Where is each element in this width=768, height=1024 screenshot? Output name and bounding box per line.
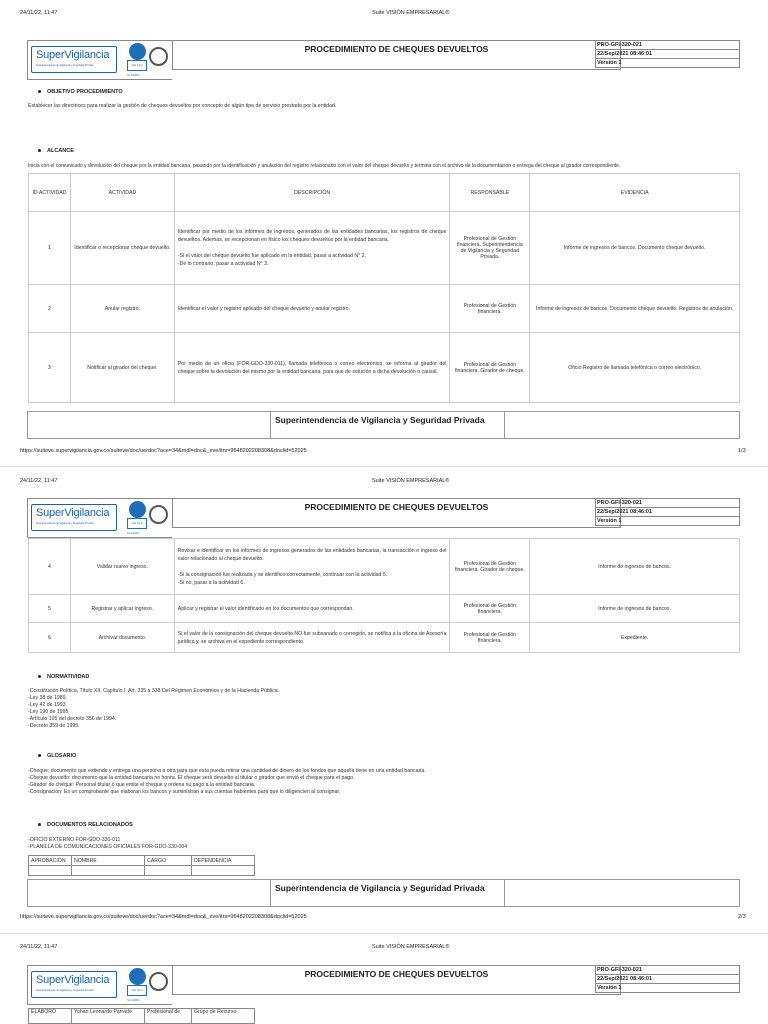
print-suite-title: Suite VISIÓN EMPRESARIAL® <box>372 944 450 950</box>
objetivo-heading: OBJETIVO PROCEDIMIENTO <box>38 89 123 95</box>
col-header-responsable: RESPONSABLE <box>450 174 530 212</box>
iso-seal-icon <box>149 505 168 524</box>
table-row: 1 Identificar o recepcionar cheque devuelto. Identificar por medio de los informes de ingresos, generados de las entidades bancarias, los registros de cheque devueltos. Además, se recepcionan en físico los cheques devueltos por la entidad bancaria. -Si el valor del cheque devuelto fue aplicado en la entidad, pasar a actividad N° 2. -De lo contrario, pasar a actividad N° 3. Profesional de Gestión financiera. Superintendencia de Vigilancia y Seguridad Privada. Informe de ingresos de bancos. Documento cheque devuelto. <box>29 212 740 285</box>
objetivo-text: Establecer las directrices para realizar la gestión de cheques devueltos por concepto de algún tipo de servicio prestado por la entidad. <box>28 103 337 109</box>
col-header-id: ID ACTIVIDAD <box>29 174 71 212</box>
iso-seal-icon <box>149 972 168 991</box>
document-title: PROCEDIMIENTO DE CHEQUES DEVUELTOS <box>172 965 621 995</box>
document-header: SuperVigilancia Superintendencia de Vigilancia y Seguridad Privada Del azul SC-CER00 PROCEDIMIENTO DE CHEQUES DEVUELTOS PRO-GFI-320-021 22/Sep/2021 08:46:01 Versión 1 <box>27 965 740 1005</box>
footer-title: Superintendencia de Vigilancia y Seguridad Privada <box>275 883 485 893</box>
footer-box <box>27 879 740 907</box>
page-number: 2/3 <box>738 914 746 920</box>
document-header: SuperVigilancia Superintendencia de Vigilancia y Seguridad Privada Del azul SC-CER00 PROCEDIMIENTO DE CHEQUES DEVUELTOS PRO-GFI-320-021 22/Sep/2021 08:46:01 Versión 1 <box>27 498 740 538</box>
activities-table <box>28 173 740 403</box>
iso-label: SC-CER00 <box>127 74 140 77</box>
supervigilancia-logo: SuperVigilancia Superintendencia de Vigilancia y Seguridad Privada <box>31 971 117 998</box>
certification-badge-icon <box>129 968 146 985</box>
badge-label: Del azul <box>127 60 147 71</box>
documentos-list: -OFICIO EXTERNO FOR-GDO-330-011 -PLANILLA DE COMUNICACIONES OFICIALES FOR-GDO-330-004 <box>28 837 188 850</box>
document-date: 22/Sep/2021 08:46:01 <box>595 49 740 58</box>
document-version: Versión 1 <box>595 58 740 68</box>
print-suite-title: Suite VISIÓN EMPRESARIAL® <box>372 10 450 16</box>
glosario-list: -Cheque: documento que extiende y entrega una persona a otra para que esta pueda retirar una cantidad de dinero de los fondos que aquella tiene en una entidad bancaria. -Cheque devuelto: documento que la entidad bancaria no honra. El cheque será devuelto al titular o girador que envió el cheque para el pago. -Girador de cheque: Personal titular o que emite el cheque y ordena su pago a la entidad bancaria. -Consignación: Es un comprobante que elaboran los bancos y suministran a sus cuentas habientes para que lo diligencien al consignar. <box>28 768 426 795</box>
document-title: PROCEDIMIENTO DE CHEQUES DEVUELTOS <box>172 498 621 528</box>
table-row: 4 Validar nuevo ingreso. Revisar e identificar en los informes de ingresos generados de las entidades bancarias, la transacción e ingreso del valor relacionado al cheque devuelto. -Si la consignación fue realizada y se identifico correctamente, continuar con la actividad 5. -Si no, pasar a la actividad 6. Profesional de Gestión financiera. Girador de cheque. Informe de ingresos de bancos. <box>29 539 740 595</box>
table-row: 5 Registrar y aplicar ingreso. Aplicar y registrar el valor identificado en los documentos que correspondan. Profesional de Gestión financiera. Informe de ingresos de bancos. <box>29 595 740 623</box>
normatividad-heading: NORMATIVIDAD <box>38 674 89 680</box>
supervigilancia-logo: SuperVigilancia Superintendencia de Vigilancia y Seguridad Privada <box>31 504 117 531</box>
col-header-descripcion: DESCRIPCIÓN <box>174 174 450 212</box>
table-row: 3 Notificar al girador del cheque. Por medio de un oficio (FOR-GDO-330-011), llamada telefónica o correo electrónico, se informa al girador del cheque sobre la devolución del mismo por la entidad bancaria, para que de solución a dicha devolución o causal. Profesional de Gestión financiera. Girador de cheque. Oficio Registro de llamada telefónica o correo electrónico. <box>29 333 740 403</box>
alcance-heading: ALCANCE <box>38 148 74 154</box>
print-url: https://suiteve.supervigilancia.gov.co/suiteve/doc/uerdoc?ace=34&mdl=doc&_eve/itrs=9648202208308&doclid=52025 <box>20 914 307 920</box>
approval-table: APROBACIÓN NOMBRE CARGO DEPENDENCIA <box>28 855 255 876</box>
supervigilancia-logo: SuperVigilancia Superintendencia de Vigilancia y Seguridad Privada <box>31 46 117 73</box>
table-row: 2 Anular registro. Identificar el valor y registro aplicado del cheque devuelto y anular registro. Profesional de Gestión financiera. Informe de ingresos de bancos. Documento cheque devuelto. Registros de anulación. <box>29 285 740 333</box>
normatividad-list: -Constitución Política, Título XII, Capítulo I, Art. 335 a 338 Del Régimen Económico y de la Hacienda Pública. -Ley 38 de 1989. -Ley 42 de 1993. -Ley 190 de 1995 -Artículo 105 del decreto 356 de 1994. -Decreto 359 de 1995. <box>28 688 280 729</box>
print-datetime: 24/11/22, 11:47 <box>20 478 58 484</box>
iso-seal-icon <box>149 47 168 66</box>
glosario-heading: GLOSARIO <box>38 753 76 759</box>
print-datetime: 24/11/22, 11:47 <box>20 944 58 950</box>
document-title: PROCEDIMIENTO DE CHEQUES DEVUELTOS <box>172 40 621 70</box>
col-header-evidencia: EVIDENCIA <box>530 174 740 212</box>
col-header-actividad: ACTIVIDAD <box>70 174 174 212</box>
certification-badge-icon <box>129 43 146 60</box>
print-datetime: 24/11/22, 11:47 <box>20 10 58 16</box>
table-row: 6 Archivar documento. Si el valor de la consignación del cheque devuelto NO fue subsanado o corregido, se notifica a la oficina de Asesoría jurídica y, se archiva en el expediente correspondiente. Profesional de Gestión financiera. Expediente. <box>29 623 740 653</box>
print-suite-title: Suite VISIÓN EMPRESARIAL® <box>372 478 450 484</box>
certification-badge-icon <box>129 501 146 518</box>
alcance-text: Inicia con el comunicado y devolución del cheque por la entidad bancaria, pasando por la identificación y anulación del registro relacionado con el valor del cheque devuelto y termina con el archivo de la documentación o entrega del cheque al girador correspondiente. <box>28 163 621 169</box>
document-code: PRO-GFI-320-021 <box>595 40 740 49</box>
logo-cell <box>27 40 172 80</box>
footer-title: Superintendencia de Vigilancia y Seguridad Privada <box>275 415 485 425</box>
documentos-heading: DOCUMENTOS RELACIONADOS <box>38 822 133 828</box>
elaboro-table: ELABORÓ Yohan Leonardo Parrado Profesional de Grupo de Recurso <box>28 1008 255 1024</box>
document-header <box>27 40 740 80</box>
footer-box <box>27 411 740 439</box>
page-number: 1/3 <box>738 448 746 454</box>
activities-table-continued <box>28 538 740 653</box>
print-url: https://suiteve.supervigilancia.gov.co/suiteve/doc/uerdoc?ace=34&mdl=doc&_eve/itrs=9648202208308&doclid=52025 <box>20 448 307 454</box>
document-meta <box>595 40 740 68</box>
